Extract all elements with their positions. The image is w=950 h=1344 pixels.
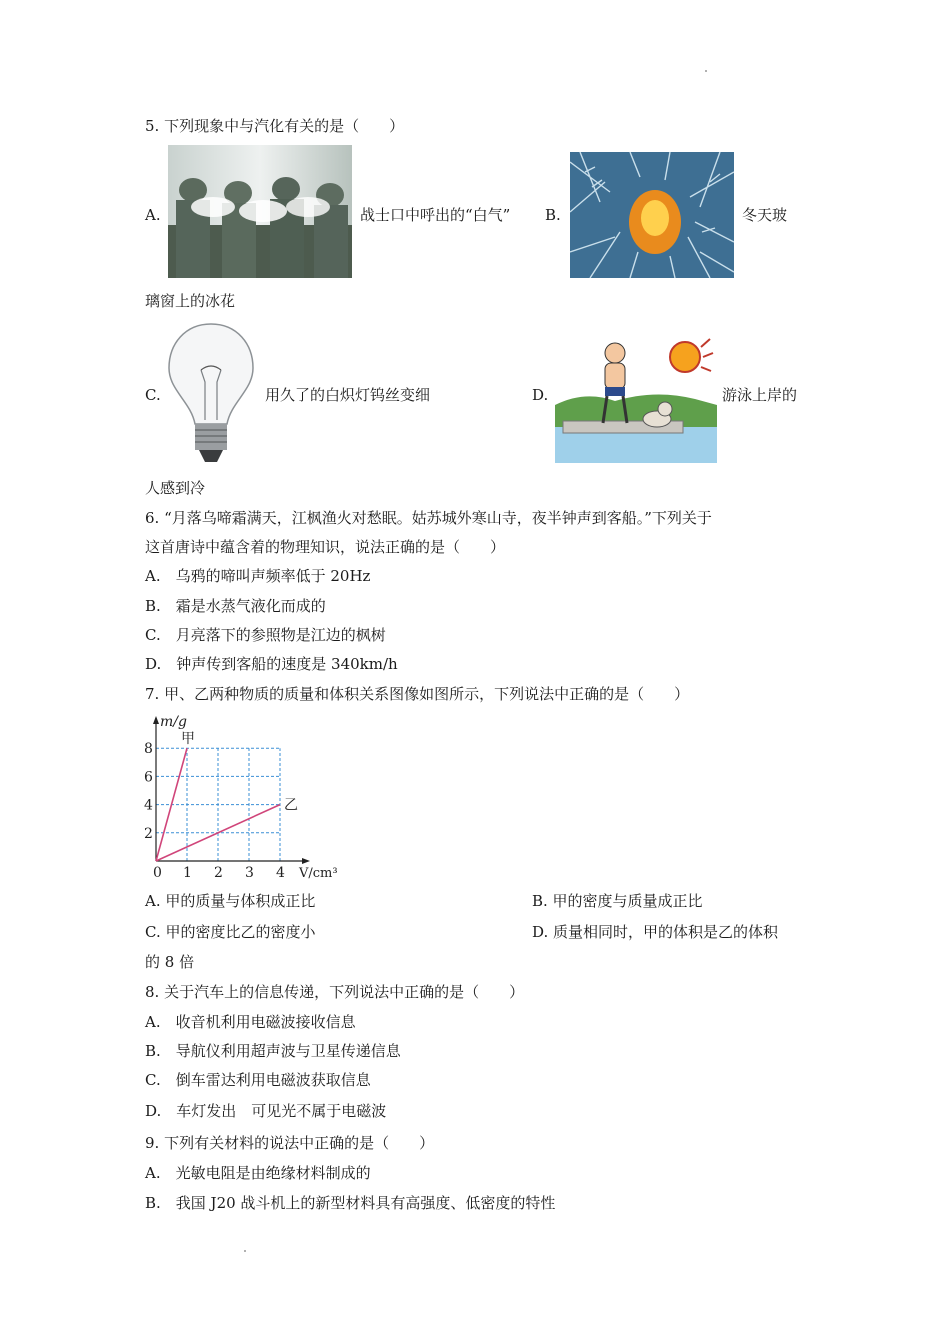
q8-option-c: C. 倒车雷达利用电磁波获取信息 xyxy=(145,1071,371,1089)
q6-option-a: A. 乌鸦的啼叫声频率低于 20Hz xyxy=(145,567,371,585)
x-tick-label: 2 xyxy=(214,865,223,881)
q5-option-d-text-2: 人感到冷 xyxy=(145,479,206,497)
chart-grid xyxy=(156,748,280,861)
q5-option-b-label: B. xyxy=(545,206,561,224)
q5-option-c-text: 用久了的白炽灯钨丝变细 xyxy=(265,386,431,404)
y-tick-label: 8 xyxy=(144,741,153,758)
chart-axes xyxy=(153,716,310,864)
q5-option-b-text-1: 冬天玻 xyxy=(742,206,788,224)
scan-speck xyxy=(705,70,707,72)
y-tick-label: 4 xyxy=(144,797,153,814)
scan-speck xyxy=(244,1250,246,1252)
q5-option-b-text-2: 璃窗上的冰花 xyxy=(145,292,236,310)
q5-option-d-label: D. xyxy=(532,386,549,404)
y-axis-arrow xyxy=(153,716,159,724)
q9-option-a: A. 光敏电阻是由绝缘材料制成的 xyxy=(145,1164,371,1182)
q6-option-b: B. 霜是水蒸气液化而成的 xyxy=(145,597,326,615)
q5-option-c-label: C. xyxy=(145,386,161,404)
q5-option-d-text-1: 游泳上岸的 xyxy=(722,386,798,404)
q7-option-d-line-2: 的 8 倍 xyxy=(145,953,195,971)
y-axis-label: m/g xyxy=(160,714,187,730)
swimmer-cartoon-image xyxy=(555,335,717,463)
q7-option-c: C. 甲的密度比乙的密度小 xyxy=(145,923,316,941)
soldiers-breath-image xyxy=(168,145,352,278)
q8-option-d: D. 车灯发出 可见光不属于电磁波 xyxy=(145,1102,387,1120)
series-label: 甲 xyxy=(181,731,195,748)
q5-option-a-label: A. xyxy=(145,206,161,224)
y-tick-label: 2 xyxy=(144,825,153,842)
q7-option-d-line-1: D. 质量相同时，甲的体积是乙的体积 xyxy=(532,923,779,941)
q7-option-a: A. 甲的质量与体积成正比 xyxy=(145,892,316,910)
q6-option-d: D. 钟声传到客船的速度是 340km/h xyxy=(145,655,398,673)
x-tick-label: 1 xyxy=(183,865,192,881)
light-bulb-image xyxy=(165,320,257,465)
q8-option-b: B. 导航仪利用超声波与卫星传递信息 xyxy=(145,1042,401,1060)
q5-option-a-text: 战士口中呼出的“白气” xyxy=(360,206,511,224)
q7-stem: 7. 甲、乙两种物质的质量和体积关系图像如图所示，下列说法中正确的是（ ） xyxy=(145,685,690,703)
q9-stem: 9. 下列有关材料的说法中正确的是（ ） xyxy=(145,1134,435,1152)
q5-stem: 5. 下列现象中与汽化有关的是（ ） xyxy=(145,117,405,135)
x-tick-label: 4 xyxy=(276,865,285,881)
q8-option-a: A. 收音机利用电磁波接收信息 xyxy=(145,1013,356,1031)
mass-volume-chart xyxy=(135,712,350,884)
window-frost-image xyxy=(570,152,734,278)
y-tick-label: 6 xyxy=(144,769,153,786)
x-tick-label: 3 xyxy=(245,865,254,881)
q6-stem-line-1: 6. “月落乌啼霜满天，江枫渔火对愁眠。姑苏城外寒山寺，夜半钟声到客船。”下列关于 xyxy=(145,509,712,527)
series-label: 乙 xyxy=(284,797,298,814)
q6-option-c: C. 月亮落下的参照物是江边的枫树 xyxy=(145,626,386,644)
x-tick-label: 0 xyxy=(153,865,162,881)
q8-stem: 8. 关于汽车上的信息传递，下列说法中正确的是（ ） xyxy=(145,983,525,1001)
q6-stem-line-2: 这首唐诗中蕴含着的物理知识，说法正确的是（ ） xyxy=(145,538,506,556)
x-axis-arrow xyxy=(302,858,310,864)
q9-option-b: B. 我国 J20 战斗机上的新型材料具有高强度、低密度的特性 xyxy=(145,1194,556,1212)
q7-option-b: B. 甲的密度与质量成正比 xyxy=(532,892,703,910)
x-axis-label: V/cm³ xyxy=(299,866,338,881)
